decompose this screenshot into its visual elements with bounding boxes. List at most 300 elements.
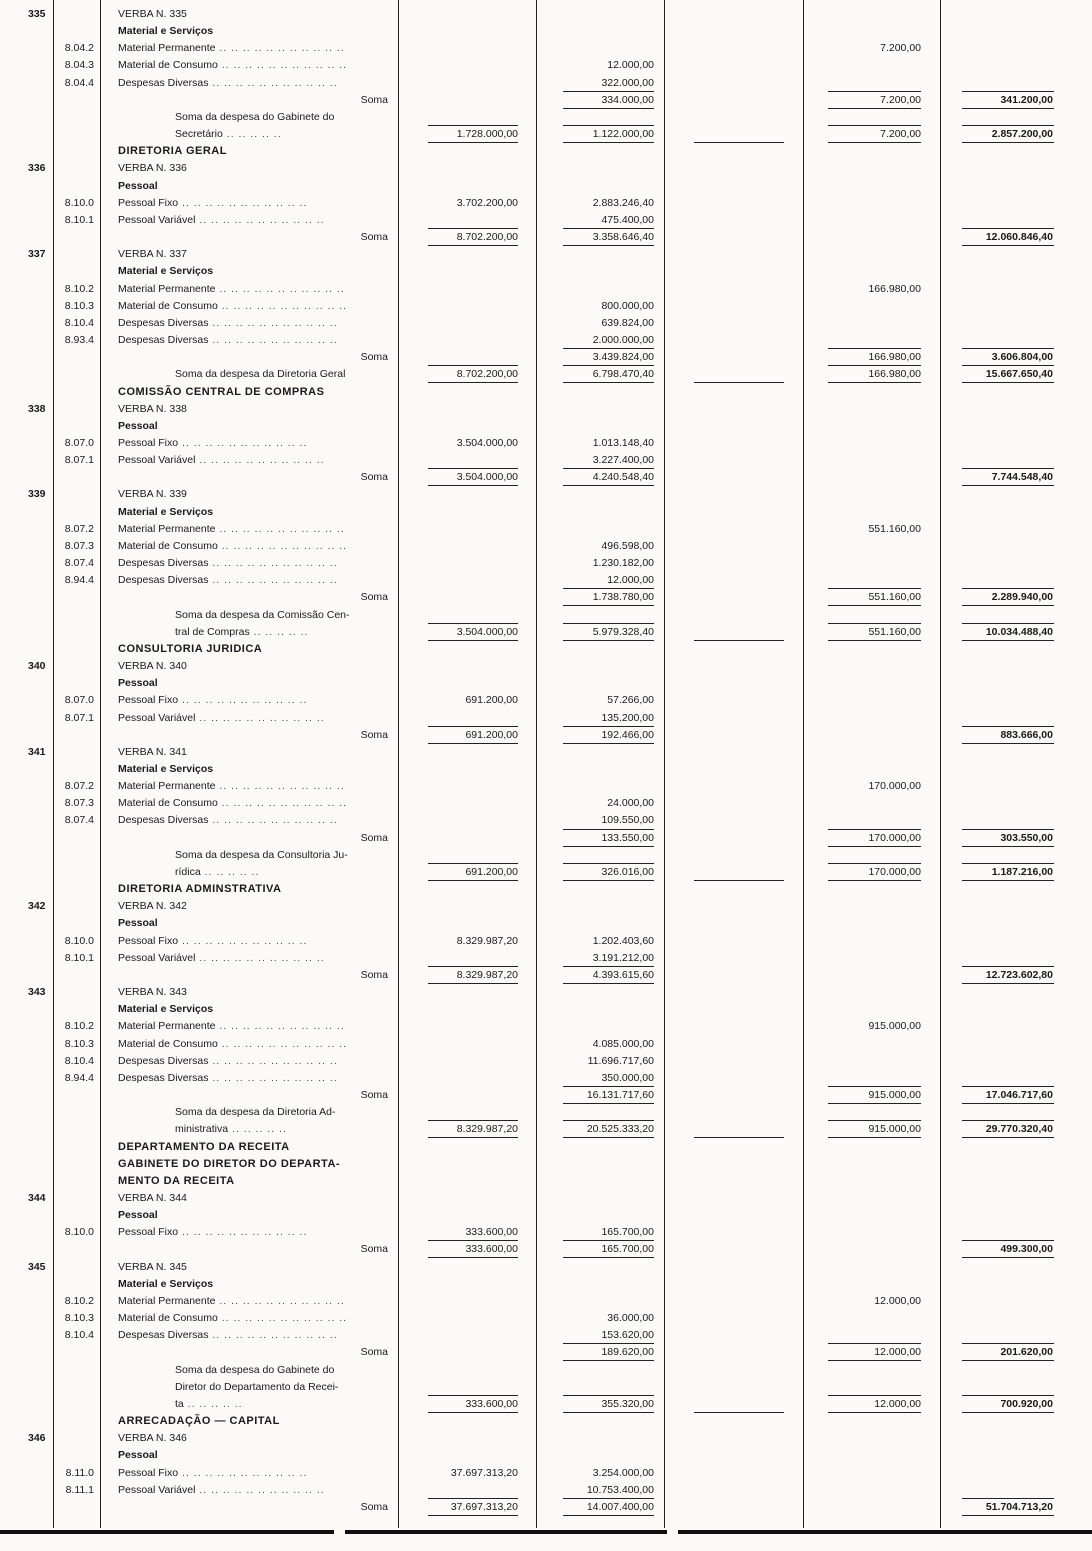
subsection-title: Pessoal bbox=[118, 420, 158, 432]
amount-c4: 12.060.846,40 bbox=[985, 231, 1053, 243]
line-description: Material de Consumo .. .. .. .. .. .. .. .. .. .. .. bbox=[118, 1038, 348, 1050]
budget-line-row bbox=[0, 935, 1092, 947]
amount-c2: 165.700,00 bbox=[601, 1243, 654, 1255]
budget-line-row bbox=[0, 42, 1092, 54]
amount-c1: 333.600,00 bbox=[465, 1226, 518, 1238]
expense-total-row bbox=[0, 1106, 1092, 1118]
expense-total-row bbox=[0, 626, 1092, 638]
amount-c4: 2.289.940,00 bbox=[991, 591, 1053, 603]
subsection-title: Pessoal bbox=[118, 1449, 158, 1461]
expense-total-label: ta .. .. .. .. .. bbox=[175, 1398, 243, 1410]
total-rule bbox=[563, 365, 654, 366]
amount-c4: 15.667.650,40 bbox=[985, 368, 1053, 380]
amount-c2: 192.466,00 bbox=[601, 729, 654, 741]
total-rule bbox=[563, 605, 654, 606]
line-description: Pessoal Fixo .. .. .. .. .. .. .. .. .. .. .. bbox=[118, 1467, 308, 1479]
line-description: Material Permanente .. .. .. .. .. .. .. .. .. .. .. bbox=[118, 523, 345, 535]
total-rule bbox=[828, 1343, 921, 1344]
amount-c2: 6.798.470,40 bbox=[592, 368, 654, 380]
expense-total-label: tral de Compras .. .. .. .. .. bbox=[175, 626, 309, 638]
budget-line-row bbox=[0, 214, 1092, 226]
budget-line-row bbox=[0, 780, 1092, 792]
amount-c4: 17.046.717,60 bbox=[985, 1089, 1053, 1101]
total-rule bbox=[563, 348, 654, 349]
total-rule bbox=[962, 1086, 1054, 1087]
line-description: Pessoal Variável .. .. .. .. .. .. .. .. .. .. .. bbox=[118, 214, 325, 226]
amount-c1: 8.329.987,20 bbox=[456, 1123, 518, 1135]
total-rule bbox=[563, 623, 654, 624]
line-description: Material de Consumo .. .. .. .. .. .. .. .. .. .. .. bbox=[118, 1312, 348, 1324]
line-description: Material Permanente .. .. .. .. .. .. .. .. .. .. .. bbox=[118, 780, 345, 792]
total-rule bbox=[563, 743, 654, 744]
amount-c1: 3.504.000,00 bbox=[456, 626, 518, 638]
line-description: Pessoal Fixo .. .. .. .. .. .. .. .. .. .. .. bbox=[118, 1226, 308, 1238]
amount-c4: 1.187.216,00 bbox=[991, 866, 1053, 878]
amount-c2: 496.598,00 bbox=[601, 540, 654, 552]
classification-code: 8.04.2 bbox=[64, 42, 94, 54]
total-rule bbox=[828, 863, 921, 864]
total-rule bbox=[828, 108, 921, 109]
classification-code: 8.07.1 bbox=[64, 454, 94, 466]
line-description: Material de Consumo .. .. .. .. .. .. .. .. .. .. .. bbox=[118, 797, 348, 809]
verba-row bbox=[0, 660, 1092, 672]
total-rule bbox=[563, 108, 654, 109]
total-rule bbox=[563, 880, 654, 881]
classification-code: 8.07.3 bbox=[64, 540, 94, 552]
line-description: VERBA N. 340 bbox=[118, 660, 187, 672]
amount-c3: 12.000,00 bbox=[874, 1295, 921, 1307]
amount-c2: 4.240.548,40 bbox=[592, 471, 654, 483]
amount-c2: 24.000,00 bbox=[607, 797, 654, 809]
amount-c4: 341.200,00 bbox=[1000, 94, 1053, 106]
classification-code: 8.10.0 bbox=[64, 197, 94, 209]
amount-c1: 333.600,00 bbox=[465, 1398, 518, 1410]
expense-total-label: Diretor do Departamento da Recei- bbox=[175, 1381, 339, 1393]
total-rule bbox=[828, 588, 921, 589]
total-rule bbox=[428, 623, 518, 624]
total-rule bbox=[428, 983, 518, 984]
amount-c1: 8.329.987,20 bbox=[456, 935, 518, 947]
amount-c1: 8.702.200,00 bbox=[456, 368, 518, 380]
amount-c2: 109.550,00 bbox=[601, 814, 654, 826]
amount-c2: 12.000,00 bbox=[607, 59, 654, 71]
amount-c1: 691.200,00 bbox=[465, 866, 518, 878]
budget-line-row bbox=[0, 77, 1092, 89]
amount-c2: 57.266,00 bbox=[607, 694, 654, 706]
subsection-heading bbox=[0, 180, 1092, 192]
total-rule bbox=[563, 245, 654, 246]
total-rule bbox=[563, 966, 654, 967]
total-rule bbox=[962, 863, 1054, 864]
line-description: Despesas Diversas .. .. .. .. .. .. .. .. .. .. .. bbox=[118, 574, 338, 586]
amount-c2: 36.000,00 bbox=[607, 1312, 654, 1324]
budget-line-row bbox=[0, 540, 1092, 552]
soma-label: Soma bbox=[360, 351, 388, 363]
amount-c2: 1.013.148,40 bbox=[592, 437, 654, 449]
section-heading bbox=[0, 145, 1092, 157]
section-title: GABINETE DO DIRETOR DO DEPARTA- bbox=[118, 1158, 341, 1170]
total-rule bbox=[828, 1086, 921, 1087]
soma-label: Soma bbox=[360, 1243, 388, 1255]
subsection-title: Pessoal bbox=[118, 677, 158, 689]
classification-code: 8.10.3 bbox=[64, 1038, 94, 1050]
subtotal-row bbox=[0, 1501, 1092, 1513]
total-rule bbox=[563, 142, 654, 143]
expense-total-label: Soma da despesa da Diretoria Geral bbox=[175, 368, 346, 380]
budget-line-row bbox=[0, 694, 1092, 706]
total-rule bbox=[428, 142, 518, 143]
budget-line-row bbox=[0, 712, 1092, 724]
budget-line-row bbox=[0, 797, 1092, 809]
budget-line-row bbox=[0, 317, 1092, 329]
subsection-title: Pessoal bbox=[118, 1209, 158, 1221]
amount-c4: 7.744.548,40 bbox=[991, 471, 1053, 483]
expense-total-label: Soma da despesa do Gabinete do bbox=[175, 111, 335, 123]
classification-code: 8.04.3 bbox=[64, 59, 94, 71]
budget-line-row bbox=[0, 197, 1092, 209]
bottom-rule bbox=[345, 1530, 667, 1534]
total-rule bbox=[563, 1412, 654, 1413]
total-rule bbox=[962, 1498, 1054, 1499]
line-description: Despesas Diversas .. .. .. .. .. .. .. .. .. .. .. bbox=[118, 334, 338, 346]
total-rule bbox=[563, 1360, 654, 1361]
line-description: Material Permanente .. .. .. .. .. .. .. .. .. .. .. bbox=[118, 1295, 345, 1307]
budget-line-row bbox=[0, 1038, 1092, 1050]
total-rule bbox=[962, 91, 1054, 92]
amount-c4: 10.034.488,40 bbox=[985, 626, 1053, 638]
total-rule bbox=[828, 829, 921, 830]
total-rule bbox=[962, 588, 1054, 589]
amount-c3: 12.000,00 bbox=[874, 1346, 921, 1358]
subsection-heading bbox=[0, 1209, 1092, 1221]
total-rule bbox=[828, 91, 921, 92]
expense-total-row bbox=[0, 609, 1092, 621]
amount-c1: 37.697.313,20 bbox=[450, 1501, 518, 1513]
classification-code: 8.10.2 bbox=[64, 1020, 94, 1032]
total-rule bbox=[962, 1395, 1054, 1396]
subsection-heading bbox=[0, 25, 1092, 37]
total-rule bbox=[694, 142, 784, 143]
amount-c1: 3.504.000,00 bbox=[456, 437, 518, 449]
verba-row bbox=[0, 162, 1092, 174]
subtotal-row bbox=[0, 1243, 1092, 1255]
amount-c3: 7.200,00 bbox=[880, 94, 921, 106]
soma-label: Soma bbox=[360, 729, 388, 741]
total-rule bbox=[428, 1257, 518, 1258]
expense-total-row bbox=[0, 866, 1092, 878]
subtotal-row bbox=[0, 591, 1092, 603]
total-rule bbox=[828, 1360, 921, 1361]
line-description: Despesas Diversas .. .. .. .. .. .. .. .. .. .. .. bbox=[118, 814, 338, 826]
expense-total-label: rídica .. .. .. .. .. bbox=[175, 866, 260, 878]
total-rule bbox=[962, 1103, 1054, 1104]
total-rule bbox=[428, 726, 518, 727]
subsection-heading bbox=[0, 1278, 1092, 1290]
verba-number: 343 bbox=[28, 986, 46, 998]
total-rule bbox=[563, 588, 654, 589]
amount-c3: 915.000,00 bbox=[868, 1020, 921, 1032]
amount-c2: 1.230.182,00 bbox=[592, 557, 654, 569]
section-heading bbox=[0, 1415, 1092, 1427]
amount-c2: 153.620,00 bbox=[601, 1329, 654, 1341]
verba-number: 338 bbox=[28, 403, 46, 415]
amount-c4: 700.920,00 bbox=[1000, 1398, 1053, 1410]
line-description: Despesas Diversas .. .. .. .. .. .. .. .. .. .. .. bbox=[118, 1055, 338, 1067]
amount-c2: 189.620,00 bbox=[601, 1346, 654, 1358]
budget-line-row bbox=[0, 334, 1092, 346]
total-rule bbox=[428, 743, 518, 744]
total-rule bbox=[428, 1498, 518, 1499]
subsection-heading bbox=[0, 506, 1092, 518]
total-rule bbox=[563, 228, 654, 229]
amount-c1: 3.702.200,00 bbox=[456, 197, 518, 209]
amount-c1: 8.702.200,00 bbox=[456, 231, 518, 243]
expense-total-row bbox=[0, 1123, 1092, 1135]
classification-code: 8.07.2 bbox=[64, 780, 94, 792]
total-rule bbox=[962, 108, 1054, 109]
section-title: DEPARTAMENTO DA RECEITA bbox=[118, 1141, 290, 1153]
amount-c3: 166.980,00 bbox=[868, 283, 921, 295]
total-rule bbox=[962, 726, 1054, 727]
total-rule bbox=[428, 468, 518, 469]
budget-line-row bbox=[0, 300, 1092, 312]
soma-label: Soma bbox=[360, 1089, 388, 1101]
verba-number: 346 bbox=[28, 1432, 46, 1444]
line-description: Pessoal Variável .. .. .. .. .. .. .. .. .. .. .. bbox=[118, 454, 325, 466]
budget-line-row bbox=[0, 454, 1092, 466]
budget-line-row bbox=[0, 1329, 1092, 1341]
line-description: Despesas Diversas .. .. .. .. .. .. .. .. .. .. .. bbox=[118, 317, 338, 329]
total-rule bbox=[563, 1395, 654, 1396]
line-description: Pessoal Variável .. .. .. .. .. .. .. .. .. .. .. bbox=[118, 712, 325, 724]
subtotal-row bbox=[0, 1346, 1092, 1358]
amount-c4: 29.770.320,40 bbox=[985, 1123, 1053, 1135]
line-description: Material de Consumo .. .. .. .. .. .. .. .. .. .. .. bbox=[118, 300, 348, 312]
classification-code: 8.07.3 bbox=[64, 797, 94, 809]
amount-c2: 11.696.717,60 bbox=[587, 1055, 654, 1067]
classification-code: 8.10.1 bbox=[64, 952, 94, 964]
section-title: DIRETORIA ADMINSTRATIVA bbox=[118, 883, 282, 895]
total-rule bbox=[563, 1137, 654, 1138]
total-rule bbox=[962, 365, 1054, 366]
bottom-rule bbox=[0, 1530, 334, 1534]
subsection-heading bbox=[0, 1003, 1092, 1015]
subsection-title: Material e Serviços bbox=[118, 1278, 214, 1290]
classification-code: 8.11.1 bbox=[65, 1484, 94, 1496]
amount-c2: 334.000,00 bbox=[601, 94, 654, 106]
budget-line-row bbox=[0, 1055, 1092, 1067]
total-rule bbox=[962, 1412, 1054, 1413]
soma-label: Soma bbox=[360, 591, 388, 603]
classification-code: 8.10.4 bbox=[64, 317, 94, 329]
amount-c2: 20.525.333,20 bbox=[586, 1123, 654, 1135]
total-rule bbox=[563, 1257, 654, 1258]
total-rule bbox=[563, 1103, 654, 1104]
section-heading bbox=[0, 1141, 1092, 1153]
total-rule bbox=[563, 485, 654, 486]
total-rule bbox=[428, 1240, 518, 1241]
soma-label: Soma bbox=[360, 969, 388, 981]
subsection-title: Pessoal bbox=[118, 917, 158, 929]
amount-c3: 12.000,00 bbox=[874, 1398, 921, 1410]
budget-line-row bbox=[0, 574, 1092, 586]
bottom-rule bbox=[678, 1530, 1092, 1534]
total-rule bbox=[563, 382, 654, 383]
amount-c2: 1.122.000,00 bbox=[592, 128, 654, 140]
amount-c3: 551.160,00 bbox=[868, 626, 921, 638]
amount-c2: 1.738.780,00 bbox=[592, 591, 654, 603]
section-title: COMISSÃO CENTRAL DE COMPRAS bbox=[118, 386, 325, 398]
total-rule bbox=[962, 846, 1054, 847]
budget-line-row bbox=[0, 523, 1092, 535]
total-rule bbox=[828, 640, 921, 641]
budget-line-row bbox=[0, 1467, 1092, 1479]
amount-c2: 322.000,00 bbox=[601, 77, 654, 89]
total-rule bbox=[428, 245, 518, 246]
amount-c2: 3.358.646,40 bbox=[592, 231, 654, 243]
total-rule bbox=[563, 91, 654, 92]
verba-row bbox=[0, 1192, 1092, 1204]
amount-c4: 2.857.200,00 bbox=[991, 128, 1053, 140]
classification-code: 8.93.4 bbox=[64, 334, 94, 346]
classification-code: 8.94.4 bbox=[64, 574, 94, 586]
amount-c2: 14.007.400,00 bbox=[586, 1501, 654, 1513]
verba-row bbox=[0, 900, 1092, 912]
subtotal-row bbox=[0, 969, 1092, 981]
verba-row bbox=[0, 746, 1092, 758]
amount-c2: 3.254.000,00 bbox=[592, 1467, 654, 1479]
verba-number: 337 bbox=[28, 248, 46, 260]
budget-line-row bbox=[0, 1484, 1092, 1496]
total-rule bbox=[962, 1360, 1054, 1361]
amount-c3: 7.200,00 bbox=[880, 42, 921, 54]
subtotal-row bbox=[0, 729, 1092, 741]
expense-total-row bbox=[0, 849, 1092, 861]
total-rule bbox=[828, 382, 921, 383]
amount-c4: 201.620,00 bbox=[1000, 1346, 1053, 1358]
verba-number: 335 bbox=[28, 8, 46, 20]
total-rule bbox=[428, 365, 518, 366]
total-rule bbox=[428, 640, 518, 641]
total-rule bbox=[428, 1412, 518, 1413]
amount-c4: 51.704.713,20 bbox=[985, 1501, 1053, 1513]
subtotal-row bbox=[0, 351, 1092, 363]
line-description: Pessoal Fixo .. .. .. .. .. .. .. .. .. .. .. bbox=[118, 935, 308, 947]
amount-c2: 800.000,00 bbox=[601, 300, 654, 312]
section-heading bbox=[0, 883, 1092, 895]
total-rule bbox=[828, 1120, 921, 1121]
total-rule bbox=[563, 1515, 654, 1516]
subsection-heading bbox=[0, 917, 1092, 929]
verba-number: 336 bbox=[28, 162, 46, 174]
amount-c4: 883.666,00 bbox=[1000, 729, 1053, 741]
total-rule bbox=[962, 1257, 1054, 1258]
line-description: Material Permanente .. .. .. .. .. .. .. .. .. .. .. bbox=[118, 283, 345, 295]
classification-code: 8.07.1 bbox=[64, 712, 94, 724]
amount-c2: 3.227.400,00 bbox=[592, 454, 654, 466]
classification-code: 8.07.4 bbox=[64, 557, 94, 569]
line-description: Despesas Diversas .. .. .. .. .. .. .. .. .. .. .. bbox=[118, 1072, 338, 1084]
total-rule bbox=[828, 348, 921, 349]
total-rule bbox=[563, 1120, 654, 1121]
line-description: VERBA N. 339 bbox=[118, 488, 187, 500]
amount-c4: 499.300,00 bbox=[1000, 1243, 1053, 1255]
total-rule bbox=[563, 125, 654, 126]
total-rule bbox=[962, 1515, 1054, 1516]
line-description: VERBA N. 346 bbox=[118, 1432, 187, 1444]
classification-code: 8.07.4 bbox=[64, 814, 94, 826]
line-description: Pessoal Variável .. .. .. .. .. .. .. .. .. .. .. bbox=[118, 952, 325, 964]
total-rule bbox=[428, 1137, 518, 1138]
line-description: Pessoal Fixo .. .. .. .. .. .. .. .. .. .. .. bbox=[118, 694, 308, 706]
classification-code: 8.04.4 bbox=[64, 77, 94, 89]
verba-row bbox=[0, 1432, 1092, 1444]
total-rule bbox=[563, 983, 654, 984]
amount-c2: 4.393.615,60 bbox=[592, 969, 654, 981]
total-rule bbox=[694, 880, 784, 881]
total-rule bbox=[962, 348, 1054, 349]
soma-label: Soma bbox=[360, 94, 388, 106]
amount-c2: 350.000,00 bbox=[601, 1072, 654, 1084]
section-title: MENTO DA RECEITA bbox=[118, 1175, 235, 1187]
budget-line-row bbox=[0, 814, 1092, 826]
total-rule bbox=[962, 228, 1054, 229]
amount-c2: 3.191.212,00 bbox=[592, 952, 654, 964]
total-rule bbox=[828, 623, 921, 624]
total-rule bbox=[828, 846, 921, 847]
expense-total-row bbox=[0, 111, 1092, 123]
total-rule bbox=[962, 382, 1054, 383]
amount-c3: 170.000,00 bbox=[868, 866, 921, 878]
line-description: VERBA N. 343 bbox=[118, 986, 187, 998]
verba-row bbox=[0, 403, 1092, 415]
line-description: Pessoal Fixo .. .. .. .. .. .. .. .. .. .. .. bbox=[118, 437, 308, 449]
subsection-title: Material e Serviços bbox=[118, 1003, 214, 1015]
subsection-title: Material e Serviços bbox=[118, 506, 214, 518]
total-rule bbox=[694, 382, 784, 383]
amount-c3: 170.000,00 bbox=[868, 780, 921, 792]
subsection-heading bbox=[0, 265, 1092, 277]
classification-code: 8.10.2 bbox=[64, 1295, 94, 1307]
classification-code: 8.10.3 bbox=[64, 1312, 94, 1324]
line-description: Material de Consumo .. .. .. .. .. .. .. .. .. .. .. bbox=[118, 59, 348, 71]
amount-c2: 5.979.328,40 bbox=[592, 626, 654, 638]
line-description: VERBA N. 338 bbox=[118, 403, 187, 415]
budget-line-row bbox=[0, 283, 1092, 295]
classification-code: 8.10.1 bbox=[64, 214, 94, 226]
expense-total-row bbox=[0, 368, 1092, 380]
amount-c1: 333.600,00 bbox=[465, 1243, 518, 1255]
subsection-heading bbox=[0, 763, 1092, 775]
amount-c3: 170.000,00 bbox=[868, 832, 921, 844]
total-rule bbox=[563, 726, 654, 727]
total-rule bbox=[962, 468, 1054, 469]
amount-c3: 7.200,00 bbox=[880, 128, 921, 140]
line-description: Despesas Diversas .. .. .. .. .. .. .. .. .. .. .. bbox=[118, 77, 338, 89]
total-rule bbox=[962, 640, 1054, 641]
subsection-title: Material e Serviços bbox=[118, 265, 214, 277]
expense-total-row bbox=[0, 1398, 1092, 1410]
total-rule bbox=[428, 1515, 518, 1516]
total-rule bbox=[563, 468, 654, 469]
expense-total-label: Soma da despesa da Diretoria Ad- bbox=[175, 1106, 336, 1118]
verba-number: 345 bbox=[28, 1261, 46, 1273]
line-description: VERBA N. 335 bbox=[118, 8, 187, 20]
expense-total-label: ministrativa .. .. .. .. .. bbox=[175, 1123, 287, 1135]
amount-c2: 639.824,00 bbox=[601, 317, 654, 329]
subtotal-row bbox=[0, 832, 1092, 844]
total-rule bbox=[962, 743, 1054, 744]
